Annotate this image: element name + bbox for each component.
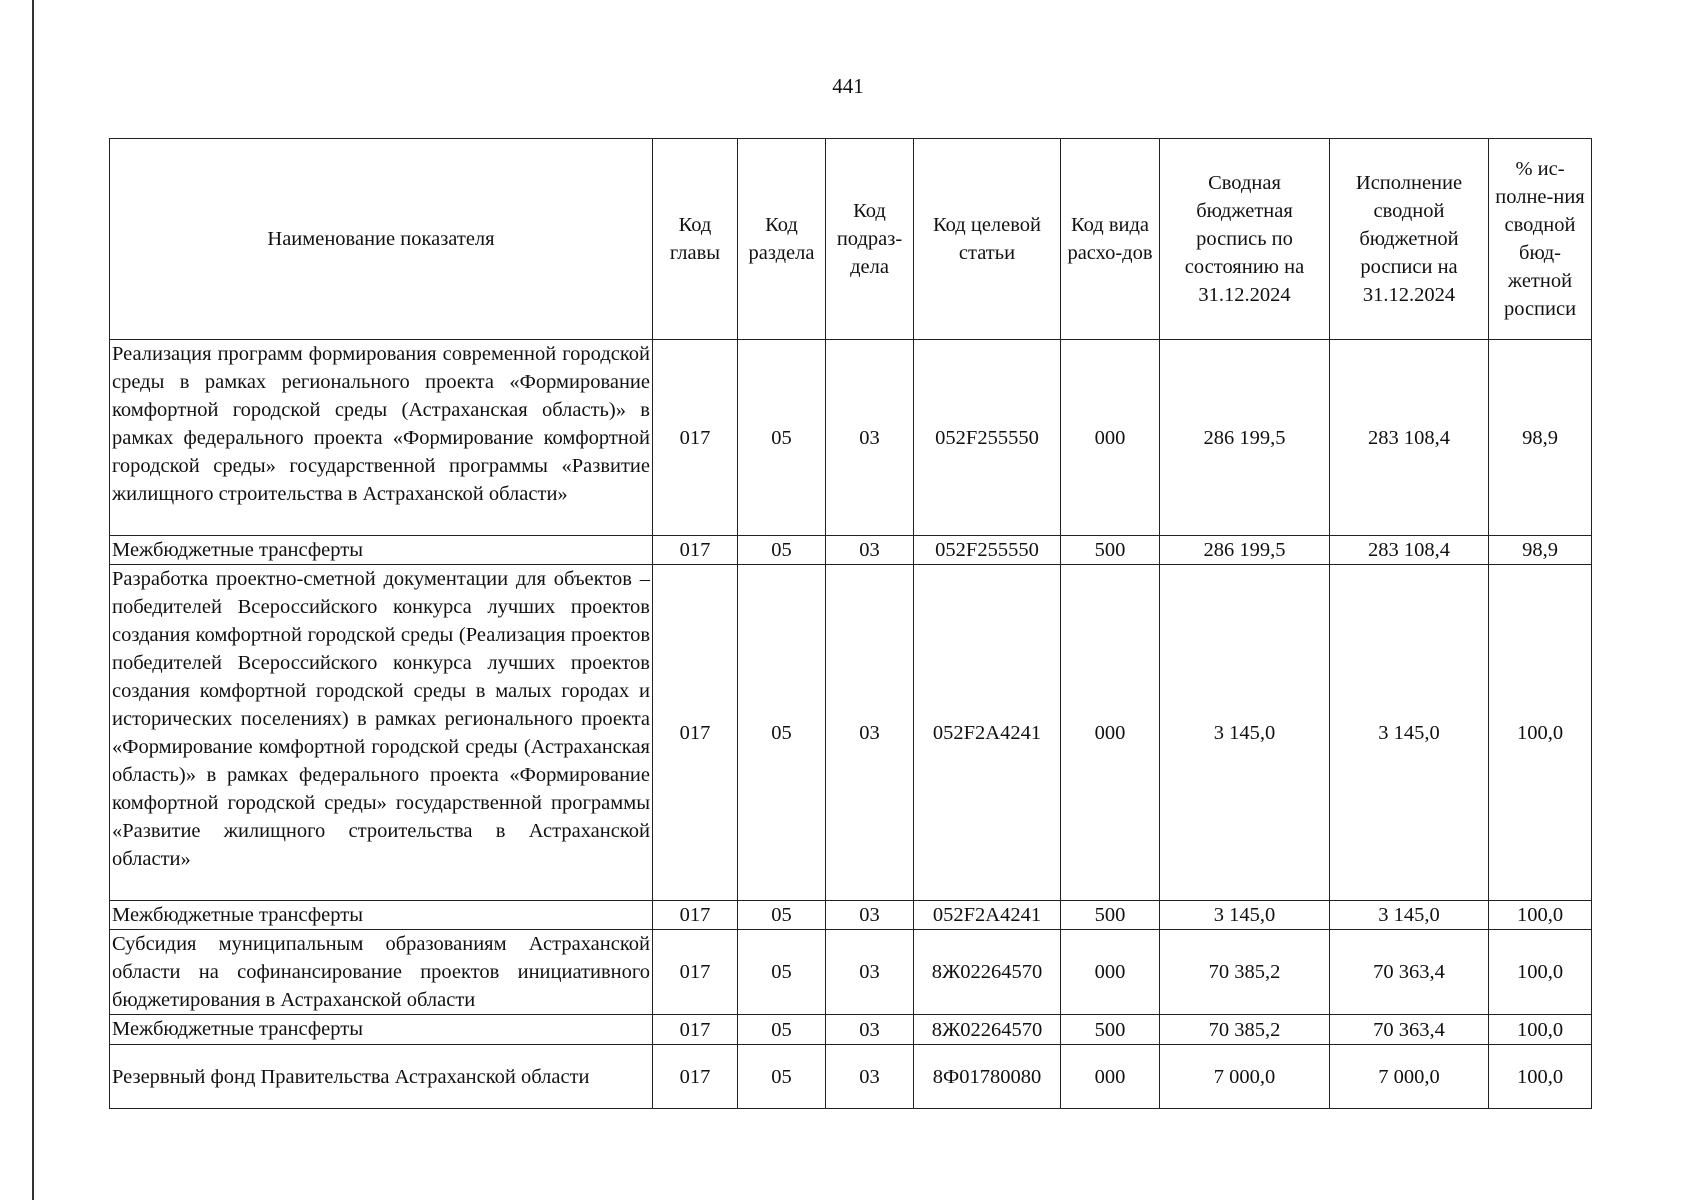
header-name: Наименование показателя [110, 139, 653, 340]
table-row [110, 565, 1592, 901]
cell-ispolnenie: 70 363,4 [1330, 1015, 1489, 1045]
cell-percent: 100,0 [1489, 1045, 1592, 1109]
cell-podrazdel: 03 [826, 565, 914, 901]
header-glava: Код главы [653, 139, 738, 340]
cell-name: Межбюджетные трансферты [110, 536, 653, 565]
cell-plan: 3 145,0 [1160, 901, 1330, 930]
cell-vid: 000 [1061, 565, 1160, 901]
cell-glava: 017 [653, 1015, 738, 1045]
cell-percent: 100,0 [1489, 1015, 1592, 1045]
table-row [110, 1015, 1592, 1045]
cell-percent: 100,0 [1489, 901, 1592, 930]
cell-glava: 017 [653, 536, 738, 565]
table-row [110, 536, 1592, 565]
cell-plan: 7 000,0 [1160, 1045, 1330, 1109]
table-row [110, 930, 1592, 1015]
cell-celevaya: 052F2A4241 [914, 565, 1061, 901]
page-number: 441 [832, 74, 864, 98]
cell-celevaya: 8Ж02264570 [914, 930, 1061, 1015]
cell-celevaya: 052F2A4241 [914, 901, 1061, 930]
cell-razdel: 05 [738, 1015, 826, 1045]
cell-vid: 000 [1061, 930, 1160, 1015]
cell-name: Разработка проектно-сметной документации для объектов – победителей Всероссийского конкурса лучших проектов создания комфортной городской среды (Реализация проектов победителей Всероссийского конкурса лучших проектов создания комфортной городской среды в малых городах и исторических поселениях) в рамках регионального проекта «Формирование комфортной городской среды (Астраханская область)» в рамках федерального проекта «Формирование комфортной городской среды» государственной программы «Развитие жилищного строительства в Астраханской области» [110, 565, 653, 901]
cell-glava: 017 [653, 565, 738, 901]
cell-celevaya: 052F255550 [914, 340, 1061, 536]
cell-plan: 3 145,0 [1160, 565, 1330, 901]
cell-glava: 017 [653, 930, 738, 1015]
cell-podrazdel: 03 [826, 930, 914, 1015]
cell-vid: 000 [1061, 340, 1160, 536]
cell-podrazdel: 03 [826, 340, 914, 536]
cell-percent: 98,9 [1489, 536, 1592, 565]
table-header-row [110, 139, 1592, 340]
cell-percent: 100,0 [1489, 930, 1592, 1015]
table-row [110, 340, 1592, 536]
cell-vid: 500 [1061, 1015, 1160, 1045]
budget-table [109, 138, 1592, 1109]
cell-vid: 000 [1061, 1045, 1160, 1109]
header-vid: Код вида расхо-дов [1061, 139, 1160, 340]
cell-glava: 017 [653, 340, 738, 536]
header-podrazdel: Код подраз-дела [826, 139, 914, 340]
cell-podrazdel: 03 [826, 1045, 914, 1109]
cell-podrazdel: 03 [826, 901, 914, 930]
cell-podrazdel: 03 [826, 536, 914, 565]
cell-ispolnenie: 3 145,0 [1330, 901, 1489, 930]
page-binding-line [32, 0, 34, 1200]
cell-razdel: 05 [738, 340, 826, 536]
cell-name: Резервный фонд Правительства Астраханской области [110, 1045, 653, 1109]
cell-name: Реализация программ формирования современной городской среды в рамках регионального проекта «Формирование комфортной городской среды (Астраханская область)» в рамках федерального проекта «Формирование комфортной городской среды» государственной программы «Развитие жилищного строительства в Астраханской области» [110, 340, 653, 536]
cell-ispolnenie: 7 000,0 [1330, 1045, 1489, 1109]
cell-glava: 017 [653, 901, 738, 930]
cell-ispolnenie: 283 108,4 [1330, 340, 1489, 536]
cell-name: Межбюджетные трансферты [110, 1015, 653, 1045]
cell-name: Межбюджетные трансферты [110, 901, 653, 930]
cell-plan: 286 199,5 [1160, 536, 1330, 565]
cell-percent: 100,0 [1489, 565, 1592, 901]
cell-plan: 70 385,2 [1160, 930, 1330, 1015]
cell-razdel: 05 [738, 930, 826, 1015]
cell-ispolnenie: 3 145,0 [1330, 565, 1489, 901]
cell-percent: 98,9 [1489, 340, 1592, 536]
cell-razdel: 05 [738, 901, 826, 930]
cell-podrazdel: 03 [826, 1015, 914, 1045]
table-row [110, 901, 1592, 930]
cell-razdel: 05 [738, 565, 826, 901]
cell-ispolnenie: 70 363,4 [1330, 930, 1489, 1015]
cell-celevaya: 8Ж02264570 [914, 1015, 1061, 1045]
cell-vid: 500 [1061, 536, 1160, 565]
header-percent: % ис-полне-ния сводной бюд-жетной росписи [1489, 139, 1592, 340]
header-razdel: Код раздела [738, 139, 826, 340]
cell-celevaya: 052F255550 [914, 536, 1061, 565]
cell-razdel: 05 [738, 536, 826, 565]
header-plan: Сводная бюджетная роспись по состоянию на 31.12.2024 [1160, 139, 1330, 340]
cell-razdel: 05 [738, 1045, 826, 1109]
cell-name: Субсидия муниципальным образованиям Астраханской области на софинансирование проектов инициативного бюджетирования в Астраханской области [110, 930, 653, 1015]
header-celevaya: Код целевой статьи [914, 139, 1061, 340]
table-row [110, 1045, 1592, 1109]
cell-plan: 70 385,2 [1160, 1015, 1330, 1045]
cell-glava: 017 [653, 1045, 738, 1109]
cell-ispolnenie: 283 108,4 [1330, 536, 1489, 565]
header-ispolnenie: Исполнение сводной бюджетной росписи на 31.12.2024 [1330, 139, 1489, 340]
cell-vid: 500 [1061, 901, 1160, 930]
cell-plan: 286 199,5 [1160, 340, 1330, 536]
cell-celevaya: 8Ф01780080 [914, 1045, 1061, 1109]
